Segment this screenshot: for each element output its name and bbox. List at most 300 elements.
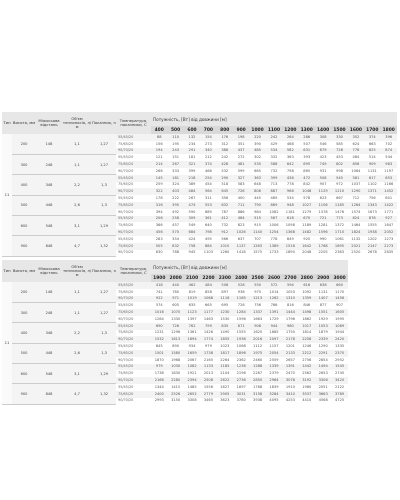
power-value: 363 bbox=[249, 175, 265, 182]
power-value: 88 bbox=[151, 134, 167, 141]
table-row bbox=[2, 154, 397, 161]
type-label: 11 bbox=[2, 134, 12, 256]
blank-filler bbox=[348, 260, 397, 282]
power-value: 3158 bbox=[249, 391, 265, 398]
length-1600: 1600 bbox=[348, 126, 364, 134]
power-value: 640 bbox=[200, 222, 216, 229]
power-value: 945 bbox=[184, 250, 200, 257]
power-value: 321 bbox=[184, 161, 200, 168]
power-value: 291 bbox=[184, 148, 200, 155]
power-value: 934 bbox=[184, 343, 200, 350]
power-value: 1231 bbox=[151, 330, 167, 337]
temperature-value: 75/65/20 bbox=[116, 309, 151, 316]
temperature-value: 55/45/20 bbox=[116, 343, 151, 350]
power-value: 802 bbox=[331, 161, 347, 168]
blank-filler bbox=[348, 309, 397, 316]
power-value: 869 bbox=[266, 202, 282, 209]
length-2800: 2800 bbox=[299, 274, 315, 282]
power-value: 266 bbox=[151, 168, 167, 175]
power-value: 3663 bbox=[315, 391, 331, 398]
power-value: 1157 bbox=[266, 343, 282, 350]
power-value: 1464 bbox=[348, 222, 364, 229]
power-value: 454 bbox=[200, 182, 216, 189]
header-exponent: Показник, n bbox=[92, 112, 116, 134]
power-value: 2526 bbox=[167, 391, 183, 398]
power-value: 871 bbox=[233, 323, 249, 330]
power-value: 2362 bbox=[233, 357, 249, 364]
power-value: 2178 bbox=[282, 336, 298, 343]
temperature-value: 75/65/20 bbox=[116, 330, 151, 337]
power-value: 1391 bbox=[282, 364, 298, 371]
power-value: 3537 bbox=[299, 391, 315, 398]
power-value: 312 bbox=[217, 141, 233, 148]
power-value: 980 bbox=[282, 323, 298, 330]
power-value: 979 bbox=[151, 364, 167, 371]
power-value: 264 bbox=[282, 134, 298, 141]
power-value: 630 bbox=[151, 250, 167, 257]
length-800: 800 bbox=[217, 126, 233, 134]
power-value: 1068 bbox=[200, 296, 216, 303]
power-value: 508 bbox=[315, 175, 331, 182]
length-2500: 2500 bbox=[249, 274, 265, 282]
power-value: 583 bbox=[233, 182, 249, 189]
power-value: 1389 bbox=[266, 243, 282, 250]
power-value: 545 bbox=[331, 175, 347, 182]
power-value: 574 bbox=[151, 302, 167, 309]
power-value: 1407 bbox=[315, 296, 331, 303]
power-value: 635 bbox=[184, 302, 200, 309]
power-value: 3938 bbox=[249, 398, 265, 405]
power-value: 388 bbox=[217, 148, 233, 155]
power-value: 1768 bbox=[249, 384, 265, 391]
blank-filler bbox=[348, 282, 397, 289]
power-value: 374 bbox=[364, 134, 380, 141]
temperature-value: 55/45/20 bbox=[116, 216, 151, 223]
power-value: 1260 bbox=[217, 250, 233, 257]
power-value: 858 bbox=[200, 289, 216, 296]
power-value: 1968 bbox=[167, 357, 183, 364]
power-value: 399 bbox=[266, 175, 282, 182]
power-value: 707 bbox=[249, 236, 265, 243]
volume-value: 2,6 bbox=[62, 343, 92, 363]
length-2200: 2200 bbox=[200, 274, 216, 282]
power-value: 618 bbox=[282, 216, 298, 223]
power-value: 2470 bbox=[282, 370, 298, 377]
power-value: 3465 bbox=[200, 398, 216, 405]
power-value: 154 bbox=[200, 134, 216, 141]
power-value: 2054 bbox=[266, 350, 282, 357]
power-value: 990 bbox=[315, 236, 331, 243]
power-value: 549 bbox=[184, 222, 200, 229]
height-value: 400 bbox=[12, 323, 36, 343]
power-value: 653 bbox=[380, 175, 397, 182]
power-value: 566 bbox=[217, 236, 233, 243]
power-value: 1262 bbox=[266, 296, 282, 303]
power-value: 1185 bbox=[331, 202, 347, 209]
volume-value: 1,1 bbox=[62, 134, 92, 154]
power-value: 1596 bbox=[233, 316, 249, 323]
power-value: 564 bbox=[200, 188, 216, 195]
power-value: 1339 bbox=[266, 364, 282, 371]
power-value: 907 bbox=[315, 182, 331, 189]
power-value: 1729 bbox=[266, 316, 282, 323]
length-2100: 2100 bbox=[184, 274, 200, 282]
length-1100: 1100 bbox=[266, 126, 282, 134]
power-value: 2016 bbox=[249, 336, 265, 343]
power-value: 1053 bbox=[282, 289, 298, 296]
blank-filler bbox=[348, 323, 397, 330]
power-value: 2339 bbox=[315, 336, 331, 343]
power-value: 206 bbox=[151, 216, 167, 223]
power-value: 1476 bbox=[331, 209, 347, 216]
table-row bbox=[2, 134, 397, 141]
power-value: 4725 bbox=[331, 398, 347, 405]
power-value: 528 bbox=[233, 282, 249, 289]
power-value: 352 bbox=[348, 134, 364, 141]
power-value: 1532 bbox=[151, 336, 167, 343]
power-value: 1771 bbox=[380, 209, 397, 216]
power-value: 835 bbox=[217, 323, 233, 330]
volume-value: 4,7 bbox=[62, 384, 92, 404]
power-value: 897 bbox=[217, 289, 233, 296]
power-value: 1202 bbox=[364, 236, 380, 243]
power-value: 2097 bbox=[266, 336, 282, 343]
power-value: 1177 bbox=[200, 309, 216, 316]
power-value: 2122 bbox=[331, 384, 347, 391]
temperature-value: 90/70/20 bbox=[116, 316, 151, 323]
power-value: 1936 bbox=[233, 336, 249, 343]
length-500: 500 bbox=[167, 126, 183, 134]
power-value: 1862 bbox=[299, 316, 315, 323]
power-value: 1019 bbox=[184, 296, 200, 303]
power-value: 330 bbox=[331, 134, 347, 141]
power-value: 1170 bbox=[331, 289, 347, 296]
power-value: 1501 bbox=[151, 350, 167, 357]
power-value: 532 bbox=[217, 168, 233, 175]
exponent-value: 1,29 bbox=[92, 364, 116, 384]
power-value: 2258 bbox=[299, 336, 315, 343]
power-value: 290 bbox=[217, 175, 233, 182]
power-value: 457 bbox=[167, 222, 183, 229]
power-value: 1452 bbox=[380, 188, 397, 195]
power-value: 773 bbox=[331, 216, 347, 223]
power-value: 181 bbox=[167, 175, 183, 182]
power-value: 550 bbox=[249, 282, 265, 289]
power-value: 909 bbox=[364, 161, 380, 168]
power-value: 2166 bbox=[151, 377, 167, 384]
length-2300: 2300 bbox=[217, 274, 233, 282]
power-value: 1444 bbox=[282, 309, 298, 316]
temperature-value: 90/70/20 bbox=[116, 209, 151, 216]
power-value: 445 bbox=[249, 195, 265, 202]
power-value: 689 bbox=[200, 209, 216, 216]
temperature-value: 90/70/20 bbox=[116, 357, 151, 364]
temperature-value: 90/70/20 bbox=[116, 250, 151, 257]
power-value: 578 bbox=[299, 195, 315, 202]
power-value: 403 bbox=[167, 188, 183, 195]
temperature-value: 90/70/20 bbox=[116, 377, 151, 384]
power-value: 258 bbox=[167, 216, 183, 223]
power-value: 1048 bbox=[299, 188, 315, 195]
power-value: 1580 bbox=[167, 350, 183, 357]
power-value: 2370 bbox=[331, 350, 347, 357]
power-value: 453 bbox=[331, 154, 347, 161]
power-value: 1738 bbox=[200, 350, 216, 357]
temperature-value: 75/65/20 bbox=[116, 222, 151, 229]
power-value: 1197 bbox=[380, 168, 397, 175]
power-value: 1335 bbox=[331, 343, 347, 350]
header-temperature: Температура, показники, С bbox=[116, 260, 151, 282]
temperature-value: 90/70/20 bbox=[116, 296, 151, 303]
power-value: 660 bbox=[331, 282, 347, 289]
power-value: 2400 bbox=[151, 391, 167, 398]
temperature-value: 90/70/20 bbox=[116, 229, 151, 236]
header-power: Потужність, [Вт] від довжини [м] bbox=[151, 112, 397, 126]
power-value: 2051 bbox=[315, 384, 331, 391]
temperature-value: 75/65/20 bbox=[116, 161, 151, 168]
power-value: 316 bbox=[151, 202, 167, 209]
power-value: 440 bbox=[167, 282, 183, 289]
axis-distance-value: 248 bbox=[36, 154, 62, 174]
power-value: 732 bbox=[217, 222, 233, 229]
height-value: 900 bbox=[12, 384, 36, 404]
power-value: 195 bbox=[167, 141, 183, 148]
power-value: 1768 bbox=[315, 243, 331, 250]
power-value: 327 bbox=[233, 175, 249, 182]
power-value: 884 bbox=[200, 243, 216, 250]
temperature-value: 55/45/20 bbox=[116, 323, 151, 330]
power-value: 132 bbox=[184, 134, 200, 141]
table-row bbox=[2, 384, 397, 391]
power-value: 1697 bbox=[233, 384, 249, 391]
header-axis: Міжосьова відстань bbox=[36, 112, 62, 134]
height-value: 600 bbox=[12, 364, 36, 384]
temperature-value: 55/45/20 bbox=[116, 364, 151, 371]
length-1000: 1000 bbox=[249, 126, 265, 134]
power-value: 1574 bbox=[348, 209, 364, 216]
power-value: 1545 bbox=[331, 364, 347, 371]
power-value: 1296 bbox=[167, 330, 183, 337]
exponent-value: 1,27 bbox=[92, 134, 116, 154]
power-value: 799 bbox=[200, 323, 216, 330]
power-value: 1343 bbox=[364, 202, 380, 209]
power-value: 481 bbox=[233, 161, 249, 168]
power-value: 2736 bbox=[233, 377, 249, 384]
axis-distance-value: 548 bbox=[36, 364, 62, 384]
power-value: 507 bbox=[299, 141, 315, 148]
power-value: 272 bbox=[233, 154, 249, 161]
exponent-value: 1,3 bbox=[92, 195, 116, 215]
power-value: 1530 bbox=[217, 316, 233, 323]
power-value: 599 bbox=[233, 168, 249, 175]
power-value: 695 bbox=[299, 161, 315, 168]
power-value: 2678 bbox=[364, 250, 380, 257]
power-value: 436 bbox=[282, 175, 298, 182]
power-value: 642 bbox=[282, 161, 298, 168]
power-value: 2196 bbox=[233, 370, 249, 377]
power-value: 2394 bbox=[184, 377, 200, 384]
power-value: 1694 bbox=[184, 336, 200, 343]
power-value: 617 bbox=[364, 175, 380, 182]
power-value: 927 bbox=[380, 216, 397, 223]
power-value: 665 bbox=[200, 302, 216, 309]
power-value: 1879 bbox=[315, 330, 331, 337]
axis-distance-value: 248 bbox=[36, 302, 62, 322]
power-value: 1361 bbox=[184, 330, 200, 337]
power-value: 1422 bbox=[380, 202, 397, 209]
power-value: 842 bbox=[299, 182, 315, 189]
power-value: 1516 bbox=[282, 243, 298, 250]
power-value: 194 bbox=[151, 148, 167, 155]
power-value: 1685 bbox=[266, 330, 282, 337]
power-value: 1310 bbox=[282, 296, 298, 303]
power-value: 495 bbox=[200, 236, 216, 243]
power-value: 787 bbox=[217, 209, 233, 216]
power-value: 1165 bbox=[233, 296, 249, 303]
axis-distance-value: 148 bbox=[36, 134, 62, 154]
power-value: 1061 bbox=[331, 236, 347, 243]
blank-filler bbox=[348, 364, 397, 371]
power-value: 1166 bbox=[380, 182, 397, 189]
power-value: 1281 bbox=[315, 222, 331, 229]
power-value: 267 bbox=[184, 195, 200, 202]
power-value: 790 bbox=[249, 202, 265, 209]
power-value: 2508 bbox=[200, 377, 216, 384]
power-value: 3789 bbox=[331, 391, 347, 398]
axis-distance-value: 348 bbox=[36, 175, 62, 195]
power-value: 3192 bbox=[299, 377, 315, 384]
power-value: 283 bbox=[151, 236, 167, 243]
power-value: 1014 bbox=[266, 289, 282, 296]
power-value: 1137 bbox=[233, 243, 249, 250]
power-value: 2273 bbox=[380, 243, 397, 250]
power-value: 1627 bbox=[217, 384, 233, 391]
power-value: 915 bbox=[249, 222, 265, 229]
power-value: 1750 bbox=[282, 330, 298, 337]
power-table-1-grid bbox=[2, 112, 397, 257]
power-value: 2952 bbox=[331, 357, 347, 364]
power-value: 1929 bbox=[315, 316, 331, 323]
power-value: 1263 bbox=[249, 243, 265, 250]
temperature-value: 75/65/20 bbox=[116, 182, 151, 189]
power-value: 3306 bbox=[315, 377, 331, 384]
power-value: 963 bbox=[380, 161, 397, 168]
power-value: 506 bbox=[217, 282, 233, 289]
power-table-2-grid bbox=[2, 260, 397, 405]
table-row bbox=[2, 302, 397, 309]
power-value: 356 bbox=[217, 195, 233, 202]
power-value: 936 bbox=[233, 289, 249, 296]
power-value: 887 bbox=[266, 188, 282, 195]
power-value: 1372 bbox=[331, 222, 347, 229]
volume-value: 1,1 bbox=[62, 302, 92, 322]
power-value: 1264 bbox=[348, 202, 364, 209]
header-exponent: Показник, n bbox=[92, 260, 116, 282]
power-value: 1027 bbox=[299, 202, 315, 209]
power-value: 2287 bbox=[249, 370, 265, 377]
power-value: 399 bbox=[184, 168, 200, 175]
height-value: 600 bbox=[12, 216, 36, 236]
power-value: 1082 bbox=[184, 364, 200, 371]
length-1200: 1200 bbox=[282, 126, 298, 134]
power-value: 485 bbox=[249, 148, 265, 155]
power-value: 534 bbox=[282, 195, 298, 202]
power-value: 1344 bbox=[151, 384, 167, 391]
power-value: 1290 bbox=[315, 343, 331, 350]
temperature-value: 75/65/20 bbox=[116, 289, 151, 296]
power-value: 605 bbox=[167, 302, 183, 309]
volume-value: 2,6 bbox=[62, 195, 92, 215]
power-value: 333 bbox=[167, 168, 183, 175]
power-value: 424 bbox=[184, 236, 200, 243]
power-value: 728 bbox=[331, 148, 347, 155]
power-value: 975 bbox=[249, 289, 265, 296]
volume-value: 2,2 bbox=[62, 175, 92, 195]
power-value: 3410 bbox=[282, 391, 298, 398]
table-row bbox=[2, 282, 397, 289]
power-value: 1185 bbox=[217, 364, 233, 371]
axis-distance-value: 848 bbox=[36, 384, 62, 404]
power-value: 423 bbox=[315, 154, 331, 161]
power-value: 663 bbox=[364, 141, 380, 148]
power-value: 1017 bbox=[299, 323, 315, 330]
power-value: 1870 bbox=[151, 357, 167, 364]
blank-filler bbox=[348, 377, 397, 384]
power-value: 2559 bbox=[266, 357, 282, 364]
power-value: 1378 bbox=[315, 209, 331, 216]
length-1500: 1500 bbox=[331, 126, 347, 134]
power-value: 1106 bbox=[315, 202, 331, 209]
axis-distance-value: 548 bbox=[36, 216, 62, 236]
power-value: 632 bbox=[167, 243, 183, 250]
power-value: 489 bbox=[266, 195, 282, 202]
power-value: 648 bbox=[249, 182, 265, 189]
power-value: 690 bbox=[151, 323, 167, 330]
height-value: 400 bbox=[12, 175, 36, 195]
power-value: 1710 bbox=[331, 229, 347, 236]
power-value: 931 bbox=[315, 168, 331, 175]
axis-distance-value: 448 bbox=[36, 195, 62, 215]
table-row bbox=[2, 323, 397, 330]
power-value: 1824 bbox=[348, 229, 364, 236]
axis-distance-value: 848 bbox=[36, 236, 62, 256]
power-value: 181 bbox=[184, 154, 200, 161]
power-value: 907 bbox=[331, 302, 347, 309]
power-value: 632 bbox=[217, 202, 233, 209]
height-value: 900 bbox=[12, 236, 36, 256]
volume-value: 3,1 bbox=[62, 364, 92, 384]
volume-value: 1,1 bbox=[62, 154, 92, 174]
temperature-value: 55/45/20 bbox=[116, 236, 151, 243]
power-value: 2520 bbox=[348, 250, 364, 257]
power-value: 1855 bbox=[217, 336, 233, 343]
power-value: 1896 bbox=[233, 350, 249, 357]
power-value: 1796 bbox=[282, 316, 298, 323]
power-value: 474 bbox=[184, 202, 200, 209]
power-value: 2104 bbox=[217, 370, 233, 377]
power-value: 393 bbox=[299, 154, 315, 161]
volume-value: 3,1 bbox=[62, 216, 92, 236]
power-value: 972 bbox=[331, 182, 347, 189]
power-value: 679 bbox=[315, 148, 331, 155]
power-value: 3420 bbox=[331, 377, 347, 384]
power-value: 1613 bbox=[167, 336, 183, 343]
power-value: 594 bbox=[282, 282, 298, 289]
power-value: 308 bbox=[315, 134, 331, 141]
power-value: 1284 bbox=[233, 309, 249, 316]
power-value: 389 bbox=[184, 182, 200, 189]
power-value: 1082 bbox=[266, 209, 282, 216]
